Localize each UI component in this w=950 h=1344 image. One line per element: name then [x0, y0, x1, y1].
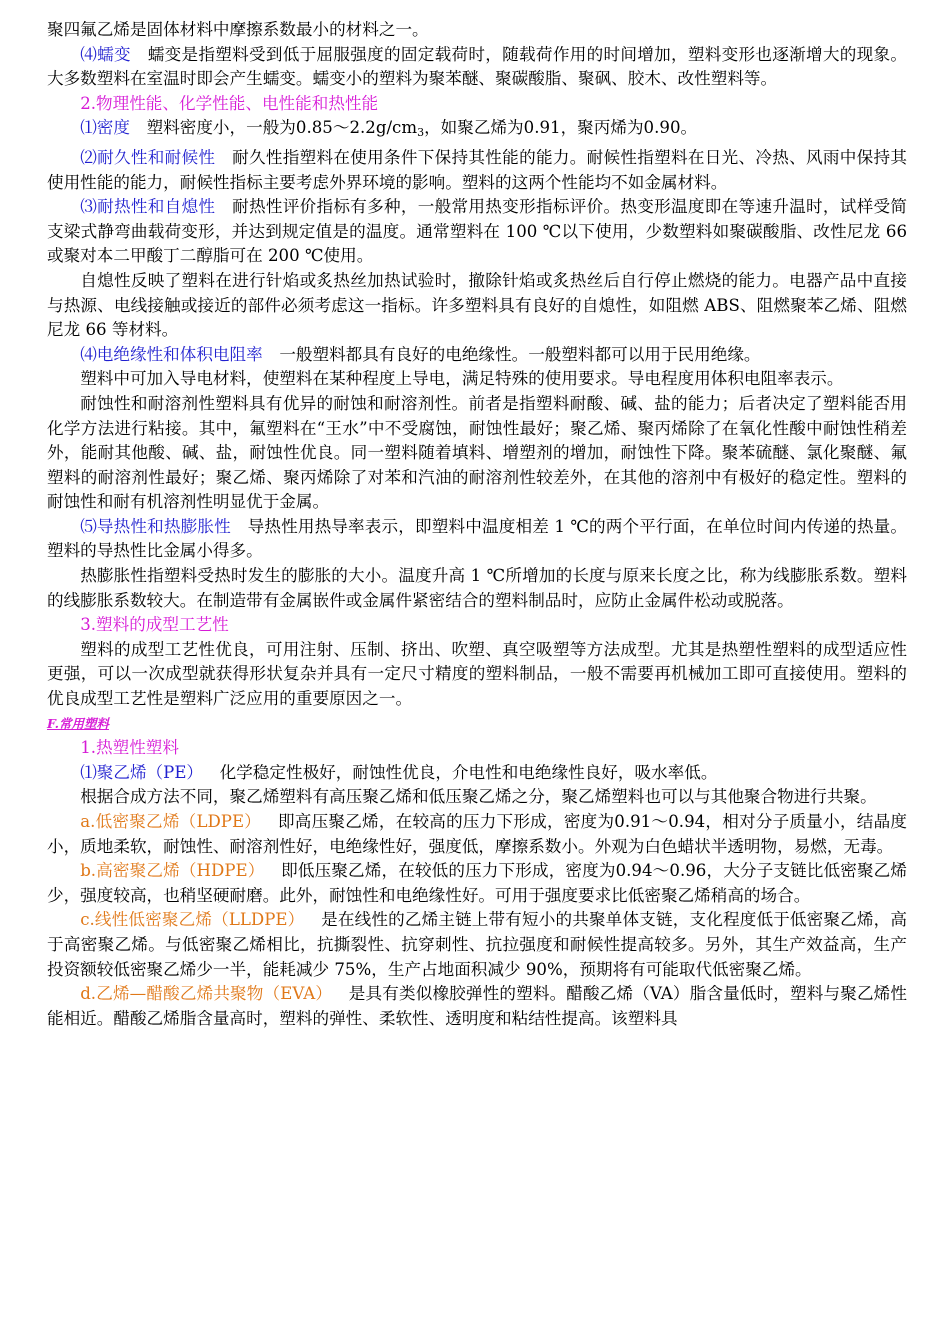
heading-text: 3.塑料的成型工艺性	[80, 615, 229, 635]
document-page	[47, 18, 907, 1031]
term-label: ⑷电绝缘性和体积电阻率	[80, 344, 263, 364]
section-heading-text: F.常用塑料	[47, 715, 109, 731]
paragraph-text: 一般塑料都具有良好的电绝缘性。一般塑料都可以用于民用绝缘。	[279, 344, 761, 364]
paragraph-text: 耐久性指塑料在使用条件下保持其性能的能力。耐候性指塑料在日光、冷热、风雨中保持其使用性能的能力，耐候性指标主要考虑外界环境的影响。塑料的这两个性能均不如金属材料。	[47, 147, 908, 192]
paragraph-text: 塑料的成型工艺性优良，可用注射、压制、挤出、吹塑、真空吸塑等方法成型。尤其是热塑性塑料的成型适应性更强，可以一次成型就获得形状复杂并具有一定尺寸精度的塑料制品，一般不需要再机械加工即可直接使用。塑料的优良成型工艺性是塑料广泛应用的重要原因之一。	[47, 639, 907, 709]
paragraph-text: 导热性用热导率表示，即塑料中温度相差 1 ℃的两个平行面，在单位时间内传递的热量。塑料的导热性比金属小得多。	[47, 516, 907, 561]
heading-text: 1.热塑性塑料	[80, 738, 179, 758]
section-heading-common-plastics	[47, 712, 907, 737]
paragraph-corrosion	[47, 392, 907, 515]
paragraph-text: 即高压聚乙烯，在较高的压力下形成，密度为0.91～0.94，相对分子质量小，结晶度小，质地柔软，耐蚀性、耐溶剂性好，电绝缘性好，强度低，摩擦系数小。外观为白色蜡状半透明物，易燃，无毒。	[47, 812, 907, 856]
paragraph-text: 热膨胀性指塑料受热时发生的膨胀的大小。温度升高 1 ℃所增加的长度与原来长度之比，称为线膨胀系数。塑料的线膨胀系数较大。在制造带有金属嵌件或金属件紧密结合的塑料制品时，应防止金属件松动或脱落。	[47, 566, 907, 610]
term-label: ⑸导热性和热膨胀性	[80, 516, 231, 536]
paragraph-self-extinguishing	[47, 269, 907, 343]
paragraph-ldpe	[47, 810, 907, 859]
paragraph-text: 耐热性评价指标有多种，一般常用热变形指标评价。热变形温度即在等速升温时，试样受简支梁式静弯曲载荷变形，并达到规定值是的温度。通常塑料在 100 ℃以下使用，少数塑料如聚碳酸脂、改性尼龙 66 或聚对本二甲酸丁二醇脂可在 200 ℃使用。	[47, 197, 908, 266]
heading-molding	[47, 613, 907, 638]
paragraph-thermal-expansion	[47, 564, 907, 613]
heading-thermoplastics	[47, 736, 907, 761]
paragraph-text: 塑料密度小，一般为0.85～2.2g/cm	[146, 118, 418, 138]
heading-text: 2.物理性能、化学性能、电性能和热性能	[80, 93, 379, 113]
paragraph-lldpe	[47, 908, 907, 982]
paragraph-text: 自熄性反映了塑料在进行针焰或炙热丝加热试验时，撤除针焰或炙热丝后自行停止燃烧的能力。电器产品中直接与热源、电线接触或接近的部件必须考虑这一指标。许多塑料具有良好的自熄性，如阻燃 ABS、阻燃聚苯乙烯、阻燃尼龙 66 等材料。	[47, 270, 907, 340]
paragraph-text: 蠕变是指塑料受到低于屈服强度的固定载荷时，随载荷作用的时间增加，塑料变形也逐渐增大的现象。大多数塑料在室温时即会产生蠕变。蠕变小的塑料为聚苯醚、聚碳酸脂、聚砜、胶木、改性塑料等。	[47, 44, 907, 89]
paragraph-heat-resistance	[47, 195, 907, 269]
paragraph-thermal-conductivity	[47, 515, 907, 564]
paragraph-text: 即低压聚乙烯，在较低的压力下形成，密度为0.94～0.96，大分子支链比低密聚乙烯少，强度较高，也稍坚硬耐磨。此外，耐蚀性和电绝缘性好。可用于强度要求比低密聚乙烯稍高的场合。	[47, 861, 907, 905]
term-label: ⑷蠕变	[80, 44, 131, 64]
term-label: b.高密聚乙烯（HDPE）	[80, 861, 265, 881]
paragraph-text: 聚四氟乙烯是固体材料中摩擦系数最小的材料之一。	[47, 20, 429, 39]
paragraph-ptfe	[47, 18, 907, 43]
term-label: ⑴密度	[80, 118, 130, 138]
term-label: d.乙烯—醋酸乙烯共聚物（EVA）	[80, 984, 333, 1004]
paragraph-eva	[47, 982, 907, 1031]
term-label: ⑶耐热性和自熄性	[80, 197, 216, 217]
subscript: 3	[417, 126, 425, 140]
paragraph-text: ，如聚乙烯为0.91，聚丙烯为0.90。	[424, 118, 698, 138]
paragraph-insulation	[47, 343, 907, 368]
paragraph-text: 是在线性的乙烯主链上带有短小的共聚单体支链，支化程度低于低密聚乙烯，高于高密聚乙烯。与低密聚乙烯相比，抗撕裂性、抗穿刺性、抗拉强度和耐候性提高较多。另外，其生产效益高，生产投资额较低密聚乙烯少一半，能耗减少 75%，生产占地面积减少 90%，预期将有可能取代低密聚乙烯。	[47, 910, 907, 979]
paragraph-hdpe	[47, 859, 907, 908]
paragraph-text: 耐蚀性和耐溶剂性塑料具有优异的耐蚀和耐溶剂性。前者是指塑料耐酸、碱、盐的能力；后者决定了塑料能否用化学方法进行粘接。其中，氟塑料在“王水”中不受腐蚀，耐蚀性最好；聚乙烯、聚丙烯除了在氧化性酸中耐蚀性稍差外，能耐其他酸、碱、盐，耐蚀性优良。同一塑料随着填料、增塑剂的增加，耐蚀性下降。聚苯硫醚、氯化聚醚、氟塑料的耐溶剂性最好；聚乙烯、聚丙烯除了对苯和汽油的耐溶剂性较差外，在其他的溶剂中有极好的稳定性。塑料的耐蚀性和耐有机溶剂性明显优于金属。	[47, 393, 907, 512]
paragraph-text: 塑料中可加入导电材料，使塑料在某种程度上导电，满足特殊的使用要求。导电程度用体积电阻率表示。	[80, 369, 844, 389]
term-label: a.低密聚乙烯（LDPE）	[80, 812, 262, 831]
paragraph-text: 根据合成方法不同，聚乙烯塑料有高压聚乙烯和低压聚乙烯之分，聚乙烯塑料也可以与其他聚合物进行共聚。	[80, 787, 877, 807]
heading-physical-properties	[47, 92, 907, 117]
term-label: ⑴聚乙烯（PE）	[80, 762, 204, 782]
paragraph-pe	[47, 761, 907, 786]
paragraph-conductive	[47, 367, 907, 392]
paragraph-durability	[47, 146, 907, 195]
paragraph-molding	[47, 638, 907, 712]
paragraph-creep	[47, 43, 907, 92]
paragraph-density	[47, 116, 907, 146]
paragraph-text: 是具有类似橡胶弹性的塑料。醋酸乙烯（VA）脂含量低时，塑料与聚乙烯性能相近。醋酸乙烯脂含量高时，塑料的弹性、柔软性、透明度和粘结性提高。该塑料具	[47, 984, 907, 1028]
term-label: ⑵耐久性和耐候性	[80, 147, 216, 167]
term-label: c.线性低密聚乙烯（LLDPE）	[80, 910, 305, 930]
paragraph-pe-types	[47, 785, 907, 810]
paragraph-text: 化学稳定性极好，耐蚀性优良，介电性和电绝缘性良好，吸水率低。	[219, 762, 718, 782]
